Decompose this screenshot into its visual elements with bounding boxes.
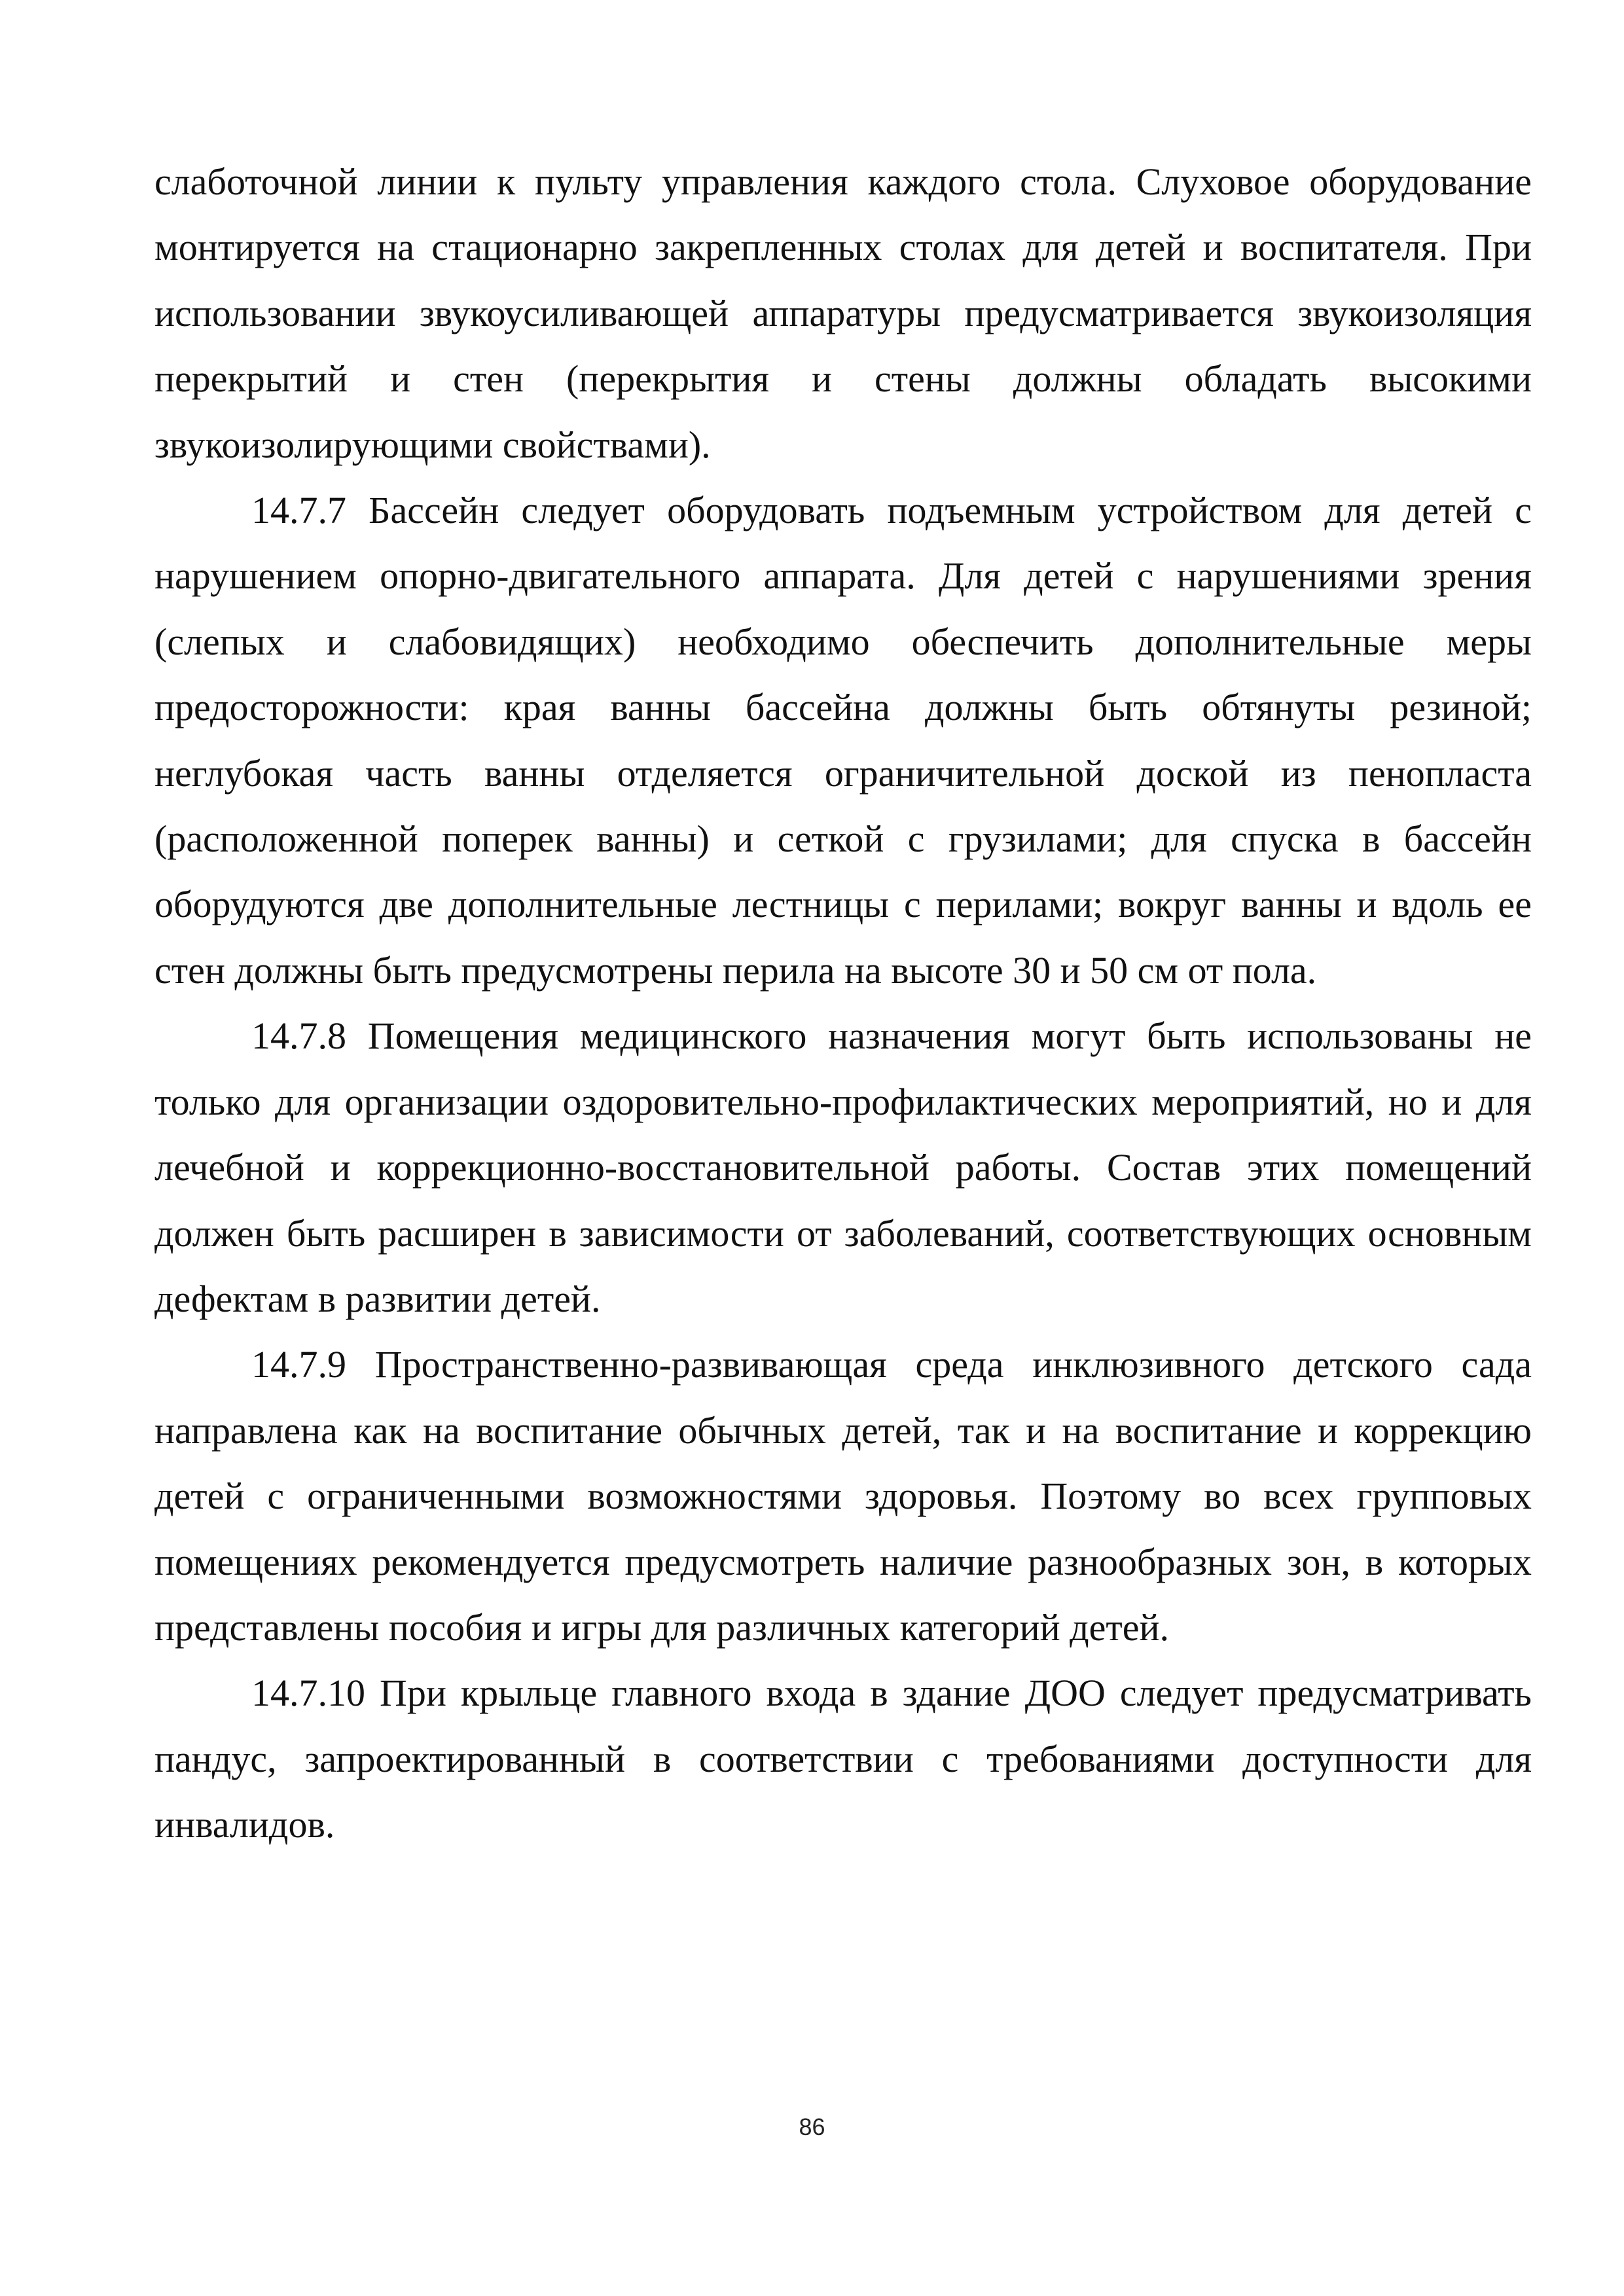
paragraph-14-7-7: 14.7.7 Бассейн следует оборудовать подъемным устройством для детей с нарушением опорно-двигательного аппарата. Для детей с нарушениями зрения (слепых и слабовидящих) необходимо обеспечить дополнительные меры предосторожности: края ванны бассейна должны быть обтянуты резиной; неглубокая часть ванны отделяется ограничительной доской из пенопласта (расположенной поперек ванны) и сеткой с грузилами; для спуска в бассейн оборудуются две дополнительные лестницы с перилами; вокруг ванны и вдоль ее стен должны быть предусмотрены перила на высоте 30 и 50 см от пола. [154,489,1532,992]
document-body [154,149,1532,1858]
paragraph-continuation: слаботочной линии к пульту управления каждого стола. Слуховое оборудование монтируется на стационарно закрепленных столах для детей и воспитателя. При использовании звукоусиливающей аппаратуры предусматривается звукоизоляция перекрытий и стен (перекрытия и стены должны обладать высокими звукоизолирующими свойствами). [154,160,1532,466]
paragraph-14-7-9: 14.7.9 Пространственно-развивающая среда инклюзивного детского сада направлена как на воспитание обычных детей, так и на воспитание и коррекцию детей с ограниченными возможностями здоровья. Поэтому во всех групповых помещениях рекомендуется предусмотреть наличие разнообразных зон, в которых представлены пособия и игры для различных категорий детей. [154,1343,1532,1649]
page-number: 86 [799,2113,825,2140]
paragraph-14-7-10: 14.7.10 При крыльце главного входа в здание ДОО следует предусматривать пандус, запроектированный в соответствии с требованиями доступности для инвалидов. [154,1672,1532,1846]
paragraph-14-7-8: 14.7.8 Помещения медицинского назначения могут быть использованы не только для организации оздоровительно-профилактических мероприятий, но и для лечебной и коррекционно-восстановительной работы. Состав этих помещений должен быть расширен в зависимости от заболеваний, соответствующих основным дефектам в развитии детей. [154,1014,1532,1320]
